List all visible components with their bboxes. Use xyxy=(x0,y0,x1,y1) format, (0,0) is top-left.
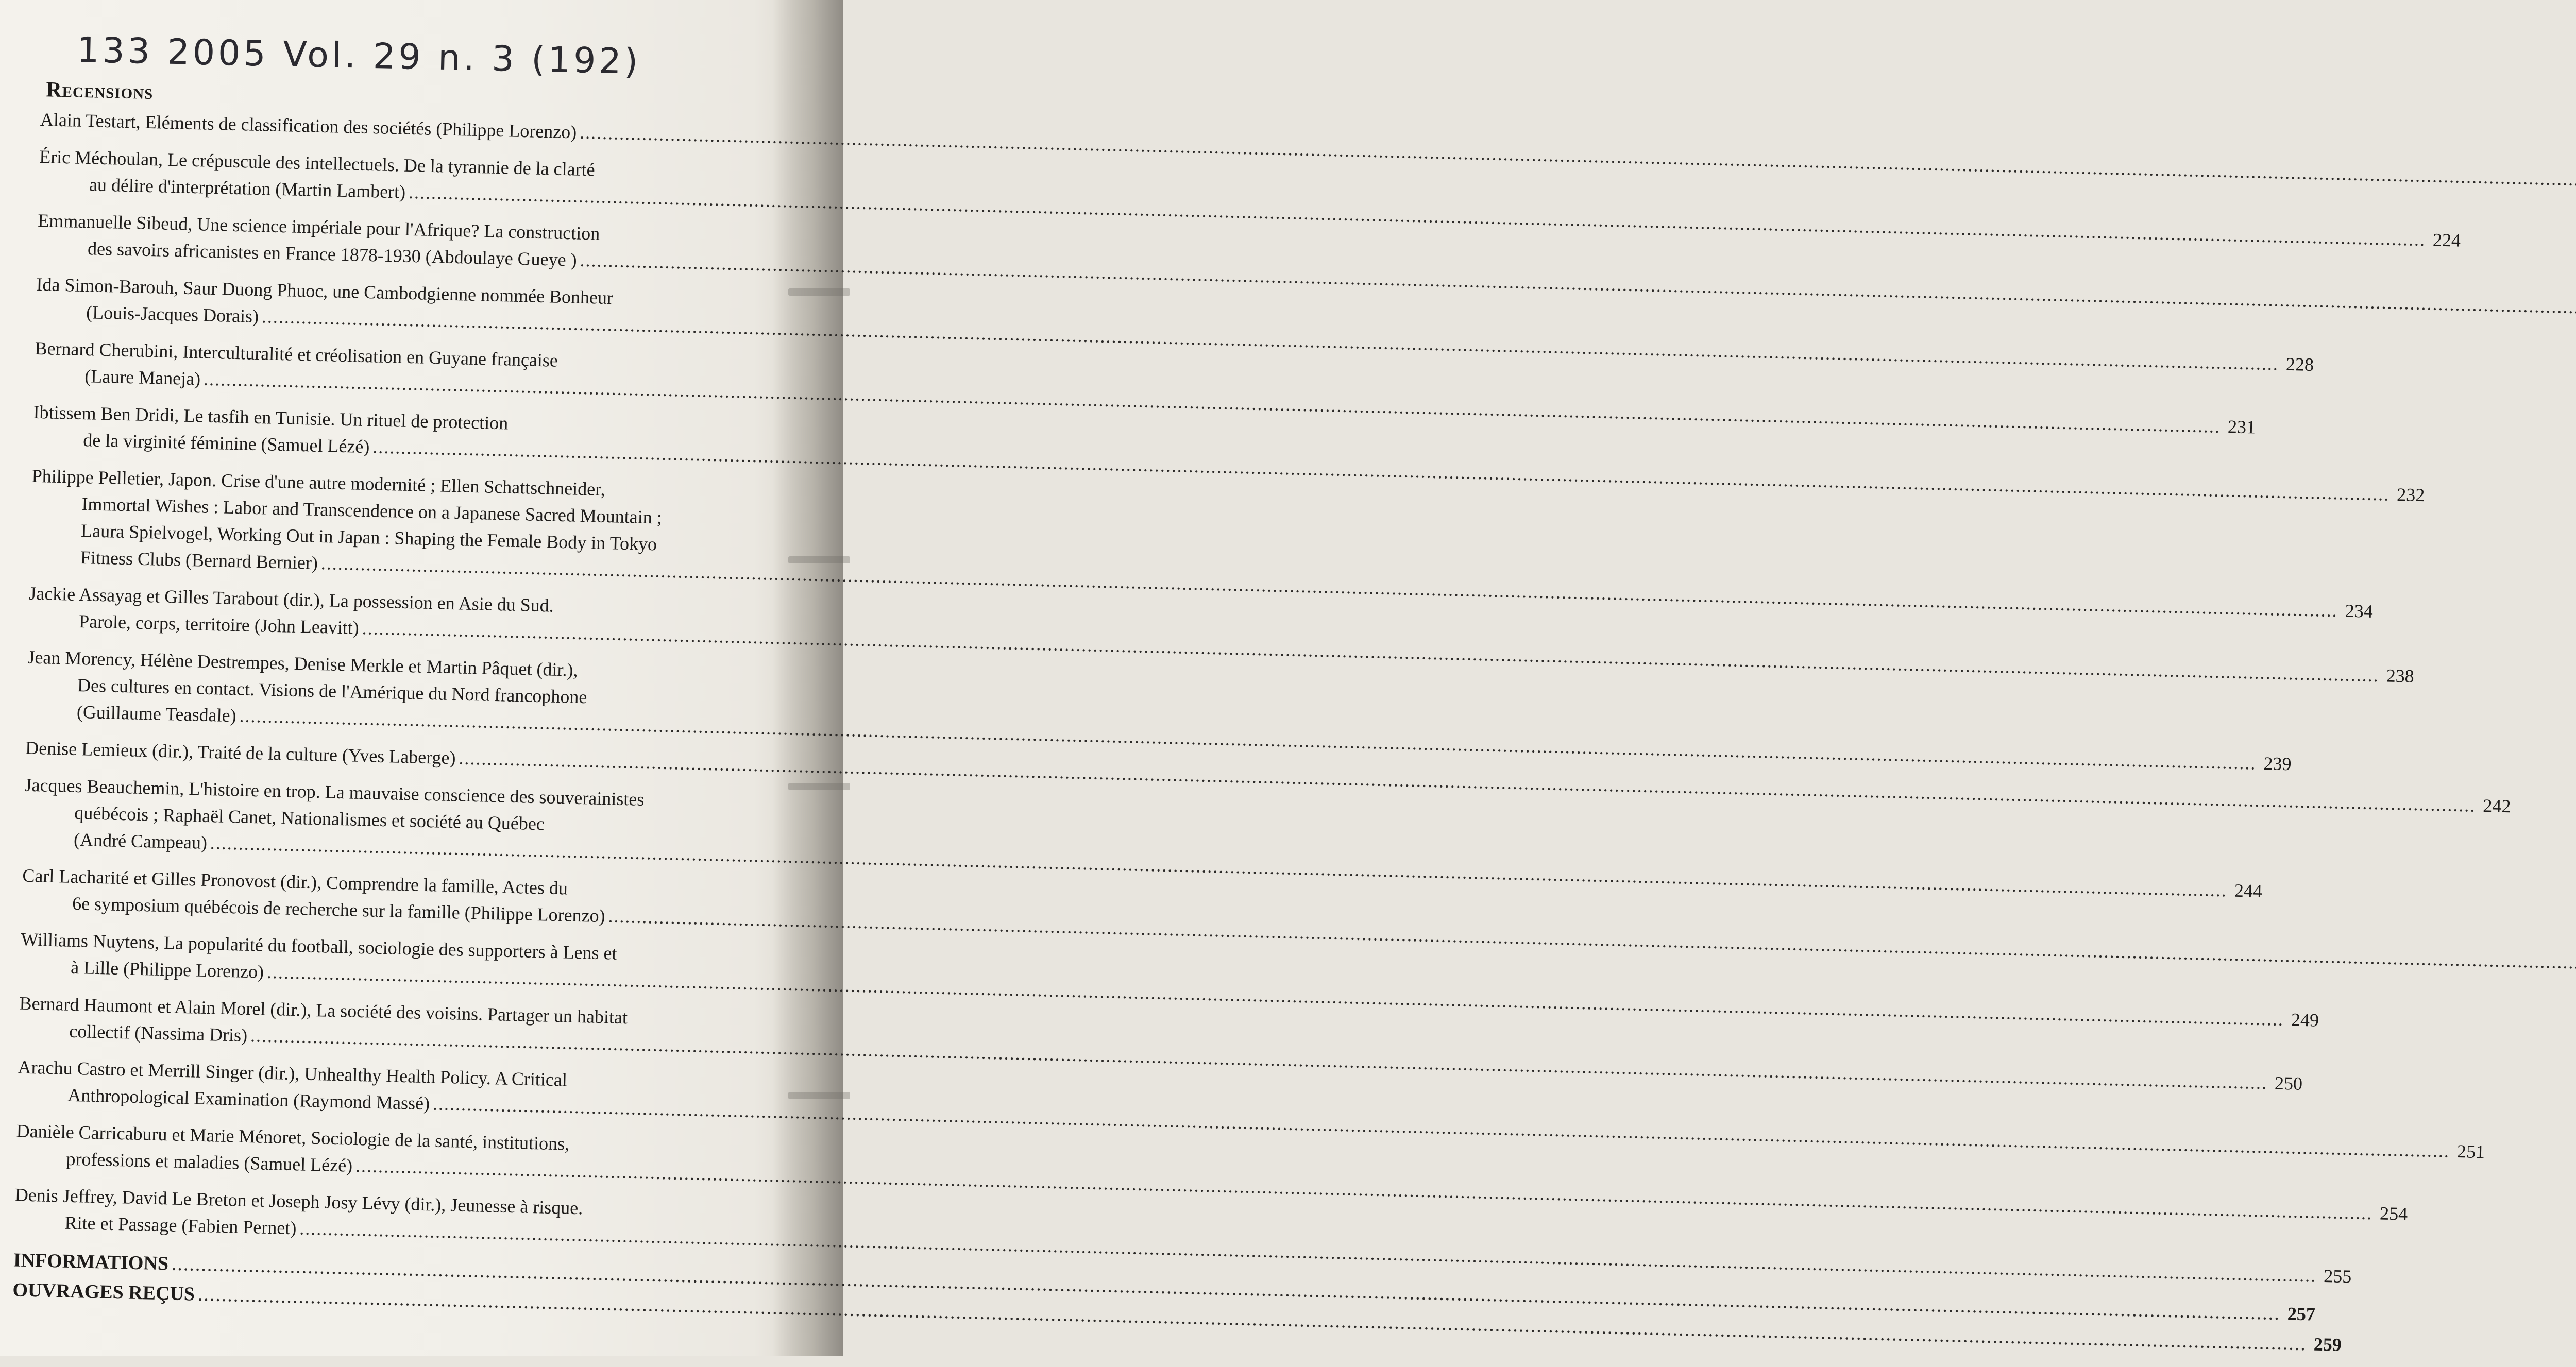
page-number: 250 xyxy=(2274,1072,2303,1094)
review-entry xyxy=(37,207,801,279)
entry-line: Bernard Haumont et Alain Morel (dir.), La société des voisins. Partager un habitat xyxy=(19,993,628,1028)
entry-line: Denis Jeffrey, David Le Breton et Joseph Josy Lévy (dir.), Jeunesse à risque. xyxy=(14,1184,583,1219)
entry-line: Des cultures en contact. Visions de l'Amérique du Nord francophone xyxy=(77,674,587,708)
entry-line: Immortal Wishes : Labor and Transcendence on a Japanese Sacred Mountain ; xyxy=(81,493,663,528)
page-number: 244 xyxy=(2234,880,2263,901)
entry-line: québécois ; Raphaël Canet, Nationalismes et société au Québec xyxy=(74,802,545,834)
entry-line-text: Anthropological Examination (Raymond Massé) xyxy=(67,1084,430,1114)
entry-line: Emmanuelle Sibeud, Une science impériale pour l'Afrique? La construction xyxy=(37,210,600,244)
entry-line-text: Denise Lemieux (dir.), Traité de la culture (Yves Laberge) xyxy=(25,737,456,768)
page-number: 251 xyxy=(2456,1141,2485,1163)
entry-line-text: Parole, corps, territoire (John Leavitt) xyxy=(78,611,360,638)
page-number: 249 xyxy=(2291,1009,2319,1031)
entry-line-text: (Laure Maneja) xyxy=(84,366,201,389)
entry-line-text: des savoirs africanistes en France 1878-1930 (Abdoulaye Gueye ) xyxy=(87,238,578,270)
entry-line: Arachu Castro et Merrill Singer (dir.), Unhealthy Health Policy. A Critical xyxy=(18,1056,568,1090)
entry-line-text: (Louis-Jacques Dorais) xyxy=(86,302,259,327)
entry-line-text: 6e symposium québécois de recherche sur la famille (Philippe Lorenzo) xyxy=(72,893,606,927)
page-number: 255 xyxy=(2323,1266,2352,1287)
entry-line-text: Rite et Passage (Fabien Pernet) xyxy=(64,1212,297,1239)
entry-line: Jacques Beauchemin, L'histoire en trop. La mauvaise conscience des souverainistes xyxy=(24,774,645,810)
page-number: 238 xyxy=(2386,665,2415,687)
entry-line: Laura Spielvogel, Working Out in Japan : Shaping the Female Body in Tokyo xyxy=(80,520,657,555)
page-number: 234 xyxy=(2345,600,2374,622)
page-number: 257 xyxy=(2287,1303,2316,1325)
page-number: 239 xyxy=(2263,753,2292,775)
entry-line-text: à Lille (Philippe Lorenzo) xyxy=(70,956,264,982)
entry-line-text: (André Campeau) xyxy=(73,829,208,853)
entry-line: Jean Morency, Hélène Destrempes, Denise Merkle et Martin Pâquet (dir.), xyxy=(27,646,578,680)
page-number: 231 xyxy=(2227,416,2256,438)
dot-leader xyxy=(580,119,2576,193)
table-of-contents xyxy=(12,77,2511,1355)
facing-page-mark xyxy=(788,783,850,790)
page-number: 224 xyxy=(2432,229,2461,251)
entry-line-text: au délire d'interprétation (Martin Lambert) xyxy=(89,174,406,202)
entry-line: Ida Simon-Barouh, Saur Duong Phuoc, une Cambodgienne nommée Bonheur xyxy=(36,274,614,309)
page-number: 259 xyxy=(2313,1334,2342,1355)
entry-line: Éric Méchoulan, Le crépuscule des intellectuels. De la tyrannie de la clarté xyxy=(39,146,596,180)
entry-line-text: Alain Testart, Eléments de classification des sociétés (Philippe Lorenzo) xyxy=(40,109,577,143)
entry-line: Carl Lacharité et Gilles Pronovost (dir.), Comprendre la famille, Actes du xyxy=(22,865,568,899)
page-number: 242 xyxy=(2482,795,2511,817)
entry-line: Jackie Assayag et Gilles Tarabout (dir.), La possession en Asie du Sud. xyxy=(28,583,554,616)
entry-line-text: Fitness Clubs (Bernard Bernier) xyxy=(80,547,318,573)
footer-label: INFORMATIONS xyxy=(13,1249,169,1275)
review-entry xyxy=(22,862,785,934)
handwritten-note: 133 2005 Vol. 29 n. 3 (192) xyxy=(76,30,642,82)
entry-line: Ibtissem Ben Dridi, Le tasfih en Tunisie. Un rituel de protection xyxy=(33,401,509,434)
entry-line-text: professions et maladies (Samuel Lézé) xyxy=(66,1148,353,1176)
entry-line-text: collectif (Nassima Dris) xyxy=(69,1020,248,1046)
page-number: 232 xyxy=(2396,484,2425,506)
entry-line-text: de la virginité féminine (Samuel Lézé) xyxy=(82,430,370,457)
facing-page-mark xyxy=(788,1092,850,1099)
entry-line: Williams Nuytens, La popularité du football, sociologie des supporters à Lens et xyxy=(21,929,618,964)
dot-leader xyxy=(608,902,2576,977)
entry-line: Bernard Cherubini, Interculturalité et créolisation en Guyane française xyxy=(35,337,558,371)
page-number: 254 xyxy=(2379,1203,2408,1224)
footer-label: OUVRAGES REÇUS xyxy=(12,1279,195,1305)
page-number: 228 xyxy=(2285,353,2314,375)
entry-line: Philippe Pelletier, Japon. Crise d'une autre modernité ; Ellen Schattschneider, xyxy=(31,465,606,500)
entry-line: Danièle Carricaburu et Marie Ménoret, Sociologie de la santé, institutions, xyxy=(16,1120,570,1154)
section-title: Recensions xyxy=(45,78,154,105)
entry-line-text: (Guillaume Teasdale) xyxy=(76,701,237,726)
dot-leader xyxy=(580,247,2576,321)
